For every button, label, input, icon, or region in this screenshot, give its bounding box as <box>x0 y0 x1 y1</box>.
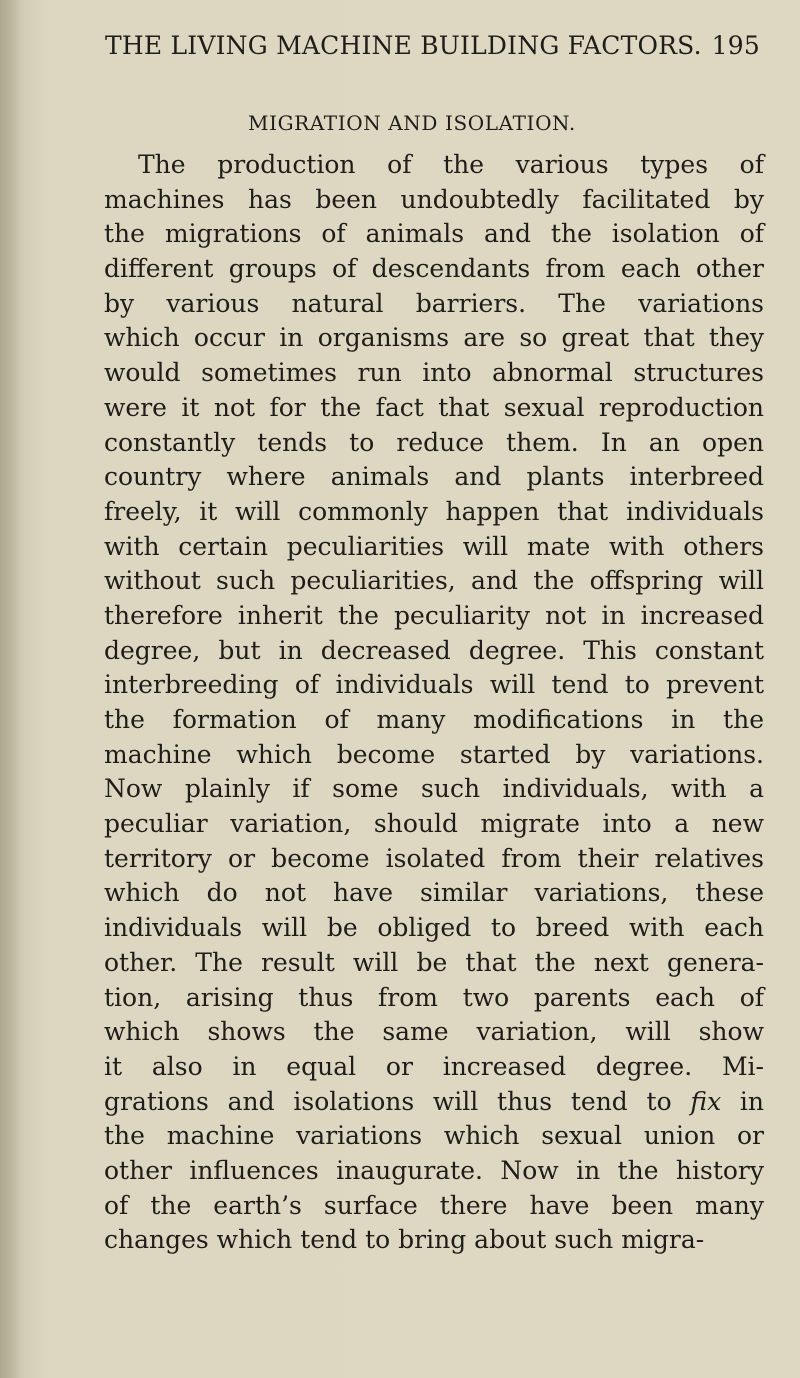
text-line: The production of the various types of <box>138 150 764 179</box>
text-line: Now plainly if some such individuals, with a <box>104 774 764 804</box>
text-line-with-italic <box>104 1085 764 1120</box>
text-line: were it not for the fact that sexual reproduction <box>104 392 764 422</box>
page-number: 195 <box>711 31 760 60</box>
section-title: MIGRATION AND ISOLATION. <box>248 111 576 135</box>
text-line: which occur in organisms are so great that they <box>104 323 764 353</box>
text-line: therefore inherit the peculiarity not in increased <box>104 600 764 630</box>
text-line: the migrations of animals and the isolation of <box>104 219 764 249</box>
text-line: the formation of many modifications in the <box>104 705 764 734</box>
text-line: it also in equal or increased degree. Mi- <box>104 1051 764 1081</box>
text-line: individuals will be obliged to breed with each <box>104 913 764 943</box>
running-head-title: THE LIVING MACHINE BUILDING FACTORS. <box>105 31 702 60</box>
text-line: tion, arising thus from two parents each of <box>104 982 764 1012</box>
text-line: with certain peculiarities will mate with others <box>104 531 764 561</box>
text-line: changes which tend to bring about such migra- <box>104 1225 705 1255</box>
italic-word: fix <box>690 1086 722 1116</box>
text-line: of the earth’s surface there have been many <box>104 1190 764 1220</box>
text-line: without such peculiarities, and the offspring will <box>104 566 764 596</box>
text-line: machines has been undoubtedly facilitated by <box>104 184 764 214</box>
text-line: would sometimes run into abnormal structures <box>104 358 764 388</box>
text-line: by various natural barriers. The variations <box>104 288 764 318</box>
body-text <box>104 148 764 1258</box>
text-line: the machine variations which sexual union or <box>104 1121 764 1151</box>
text-line: which do not have similar variations, these <box>104 878 764 908</box>
text-line: machine which become started by variations. <box>104 739 764 769</box>
text-line: different groups of descendants from each other <box>104 254 764 284</box>
text-line: peculiar variation, should migrate into a new <box>104 809 764 839</box>
text-line: freely, it will commonly happen that individuals <box>104 496 764 526</box>
text-line: country where animals and plants interbreed <box>104 462 764 492</box>
text-line: constantly tends to reduce them. In an open <box>104 427 764 457</box>
text-line: other influences inaugurate. Now in the history <box>104 1155 764 1185</box>
text-line-suffix: in <box>721 1086 765 1116</box>
text-line-prefix: grations and isolations will thus tend to <box>104 1086 691 1116</box>
text-line: interbreeding of individuals will tend to prevent <box>104 670 764 700</box>
page-gutter-shadow <box>0 0 22 1378</box>
text-line: territory or become isolated from their relatives <box>104 843 764 873</box>
text-line: degree, but in decreased degree. This constant <box>104 635 764 665</box>
text-line: which shows the same variation, will show <box>104 1017 764 1047</box>
running-head <box>105 26 760 66</box>
text-line: other. The result will be that the next genera- <box>104 947 764 977</box>
